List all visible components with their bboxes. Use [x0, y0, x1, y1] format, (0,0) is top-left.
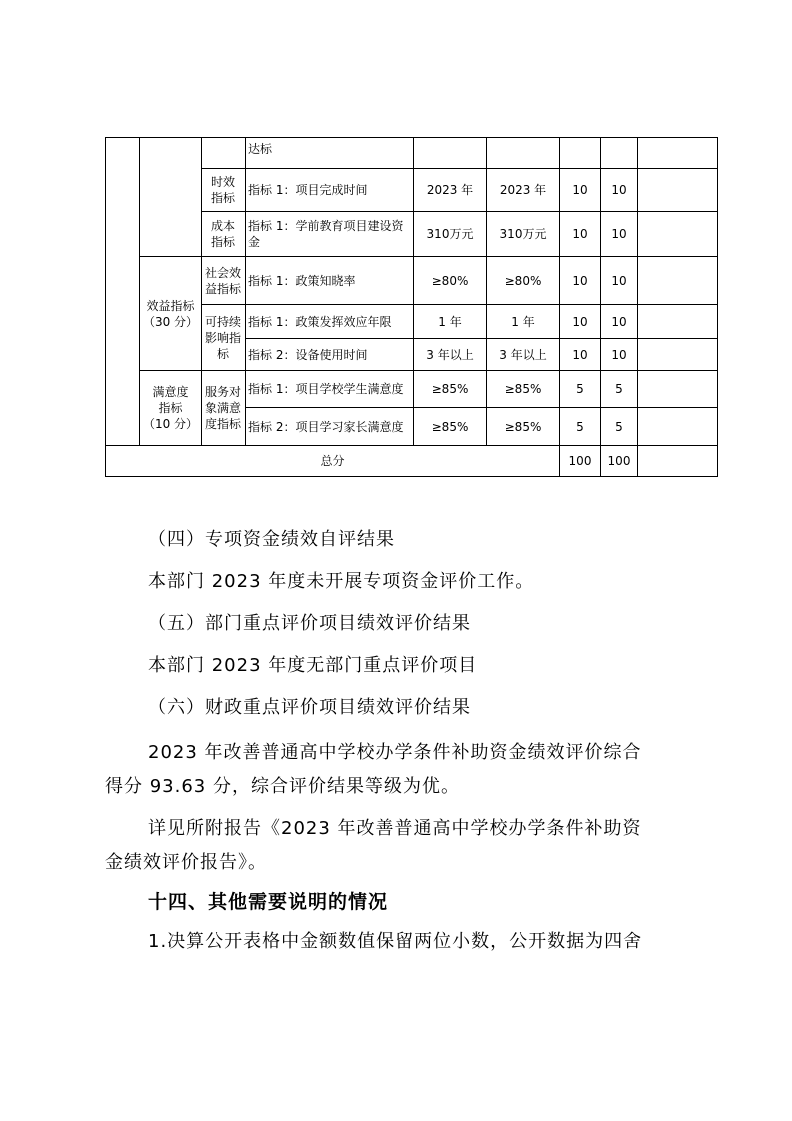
- target-value-cell: 310万元: [426, 227, 474, 241]
- target-value-cell: ≥85%: [431, 382, 469, 396]
- actual-value-cell: ≥80%: [504, 273, 542, 288]
- indicator-cell: 指标 2：设备使用时间: [248, 347, 368, 362]
- score-cell: 5: [615, 382, 623, 396]
- sub-indicator-cell: 成本指标: [210, 219, 235, 249]
- target-value-cell: ≥80%: [431, 273, 469, 288]
- section-heading-4: （四）专项资金绩效自评结果: [148, 529, 395, 550]
- indicator-cell: 指标 1：项目学校学生满意度: [248, 382, 404, 396]
- paragraph-report-line1: 详见所附报告《2023 年改善普通高中学校办学条件补助资: [148, 818, 642, 839]
- weight-cell: 5: [576, 382, 584, 396]
- section-heading-14: 十四、其他需要说明的情况: [148, 891, 389, 913]
- weight-cell: 10: [572, 183, 588, 197]
- sub-indicator-cell: 可持续影响指标: [204, 314, 241, 361]
- sub-indicator-cell: 服务对象满意度指标: [204, 385, 241, 431]
- score-cell: 10: [611, 227, 627, 241]
- actual-value-cell: 1 年: [511, 314, 535, 329]
- total-score: 100: [607, 454, 631, 468]
- benefit-indicator-label: [140, 257, 201, 370]
- benefit-label-line2: （30 分）: [142, 314, 199, 329]
- indicator-cell: 指标 1：学前教育项目建设资金: [248, 219, 404, 249]
- actual-value-cell: 2023 年: [499, 183, 547, 197]
- indicator-cell: 指标 1：项目完成时间: [248, 183, 368, 197]
- paragraph-report-line2: 金绩效评价报告》。: [105, 852, 267, 873]
- indicator-cell: 指标 1：政策知晓率: [248, 273, 356, 288]
- target-value-cell: 3 年以上: [426, 347, 474, 362]
- indicator-cell: 指标 2：项目学习家长满意度: [248, 419, 404, 434]
- paragraph-special-fund: 本部门 2023 年度未开展专项资金评价工作。: [148, 571, 535, 592]
- paragraph-rounding-note: 1.决算公开表格中金额数值保留两位小数，公开数据为四舍: [148, 931, 643, 952]
- indicator-cell: 达标: [248, 142, 273, 156]
- score-cell: 10: [611, 314, 627, 329]
- actual-value-cell: ≥85%: [504, 382, 542, 396]
- satisfaction-label-line3: （10 分）: [142, 417, 199, 431]
- section-heading-6: （六）财政重点评价项目绩效评价结果: [148, 697, 471, 718]
- target-value-cell: 2023 年: [426, 183, 474, 197]
- sub-indicator-cell: 社会效益指标: [204, 265, 241, 296]
- score-cell: 10: [611, 273, 627, 288]
- total-weight: 100: [568, 454, 592, 468]
- total-label: 总分: [320, 454, 345, 468]
- section-heading-5: （五）部门重点评价项目绩效评价结果: [148, 613, 471, 634]
- satisfaction-label-line1: 满意度: [152, 385, 189, 399]
- satisfaction-indicator-label: [140, 371, 201, 445]
- paragraph-evaluation-line1: 2023 年改善普通高中学校办学条件补助资金绩效评价综合: [148, 742, 642, 763]
- paragraph-dept-key: 本部门 2023 年度无部门重点评价项目: [148, 655, 478, 676]
- actual-value-cell: ≥85%: [504, 419, 542, 434]
- weight-cell: 10: [572, 273, 588, 288]
- score-cell: 5: [615, 419, 623, 434]
- paragraph-evaluation-line2: 得分 93.63 分，综合评价结果等级为优。: [105, 776, 460, 797]
- weight-cell: 10: [572, 227, 588, 241]
- weight-cell: 5: [576, 419, 584, 434]
- target-value-cell: ≥85%: [431, 419, 469, 434]
- actual-value-cell: 3 年以上: [499, 347, 547, 362]
- score-cell: 10: [611, 183, 627, 197]
- score-cell: 10: [611, 347, 627, 362]
- benefit-label-line1: 效益指标: [146, 298, 195, 313]
- weight-cell: 10: [572, 347, 588, 362]
- sub-indicator-cell: 时效指标: [210, 175, 235, 205]
- actual-value-cell: 310万元: [499, 227, 547, 241]
- target-value-cell: 1 年: [438, 314, 462, 329]
- indicator-cell: 指标 1：政策发挥效应年限: [248, 314, 392, 329]
- weight-cell: 10: [572, 314, 588, 329]
- satisfaction-label-line2: 指标: [158, 401, 183, 415]
